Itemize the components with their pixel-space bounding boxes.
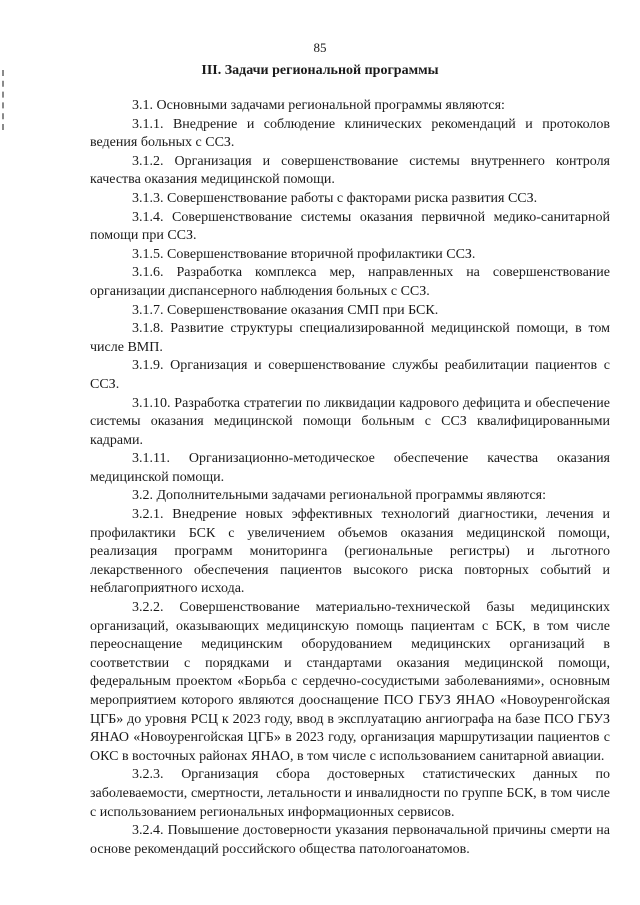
paragraph: 3.1.4. Совершенствование системы оказания первичной медико-санитарной помощи при ССЗ. <box>90 209 610 244</box>
paragraph: 3.2. Дополнительными задачами региональной программы являются: <box>132 488 547 504</box>
paragraph: 3.2.1. Внедрение новых эффективных технологий диагностики, лечения и профилактики БСК с увеличением объемов оказания медицинской помощи, реализация программ мониторинга (региональные регистры) и льготного лекарственного обеспечения пациентов высокого риска повторных событий и неблагоприятного исхода. <box>90 507 610 597</box>
paragraph: 3.1.6. Разработка комплекса мер, направленных на совершенствование организации диспансерного наблюдения больных с ССЗ. <box>90 265 610 299</box>
paragraph: 3.1.11. Организационно-методическое обеспечение качества оказания медицинской помощи. <box>90 451 610 485</box>
paragraph: 3.2.3. Организация сбора достоверных статистических данных по заболеваемости, смертности, летальности и инвалидности по группе БСК, в том числе с использованием региональных информационных сервисов. <box>90 767 610 820</box>
paragraph: 3.2.2. Совершенствование материально-технической базы медицинских организаций, оказывающих медицинскую помощь пациентам с БСК, в том числе переоснащение медицинским оборудованием медицинских организаций в соответствии с порядками и стандартами оказания медицинской помощи, федеральным проектом «Борьба с сердечно-сосудистыми заболеваниями», основным мероприятием которого являются дооснащение ПСО ГБУЗ ЯНАО «Новоуренгойская ЦГБ» до уровня РСЦ к 2023 году, ввод в эксплуатацию ангиографа на базе ПСО ГБУЗ ЯНАО «Новоуренгойская ЦГБ» в 2023 году, организация маршрутизации пациентов с ОКС в восточных районах ЯНАО, в том числе с использованием санитарной авиации. <box>90 600 610 764</box>
paragraph: 3.1.8. Развитие структуры специализированной медицинской помощи, в том числе ВМП. <box>90 321 610 355</box>
paragraph: 3.1.1. Внедрение и соблюдение клинических рекомендаций и протоколов ведения больных с ССЗ. <box>90 116 610 151</box>
paragraph: 3.1.3. Совершенствование работы с факторами риска развития ССЗ. <box>132 190 538 206</box>
paragraph: 3.1. Основными задачами региональной программы являются: <box>132 98 505 113</box>
section-heading: III. Задачи региональной программы <box>201 63 439 78</box>
binding-holes-mark <box>2 70 7 130</box>
paragraph: 3.1.9. Организация и совершенствование службы реабилитации пациентов с ССЗ. <box>90 358 610 392</box>
paragraph: 3.1.5. Совершенствование вторичной профилактики ССЗ. <box>132 246 476 262</box>
paragraph: 3.1.10. Разработка стратегии по ликвидации кадрового дефицита и обеспечение системы оказания медицинской помощи больным с ССЗ квалифицированными кадрами. <box>90 395 610 448</box>
paragraph: 3.1.2. Организация и совершенствование системы внутреннего контроля качества оказания медицинской помощи. <box>90 153 610 188</box>
page-number: 85 <box>313 40 327 55</box>
paragraph: 3.2.4. Повышение достоверности указания первоначальной причины смерти на основе рекомендаций российского общества патологоанатомов. <box>90 823 610 857</box>
section-body <box>90 97 610 859</box>
paragraph: 3.1.7. Совершенствование оказания СМП при БСК. <box>132 302 439 318</box>
